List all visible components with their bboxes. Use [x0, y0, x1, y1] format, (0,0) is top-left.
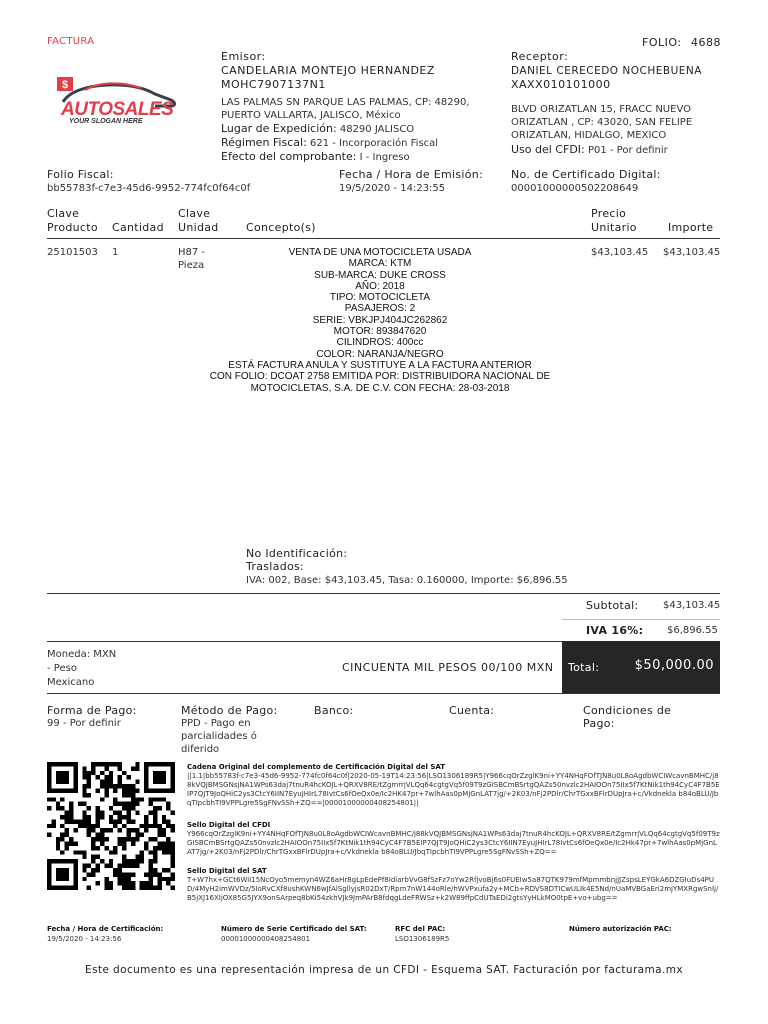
svg-text:$: $	[61, 79, 69, 91]
concepto-line: ESTÁ FACTURA ANULA Y SUSTITUYE A LA FACTURA ANTERIOR	[228, 359, 532, 371]
receptor-address-line2: ORIZATLAN , CP: 43020, SAN FELIPE	[511, 117, 693, 128]
iva-value: $6,896.55	[667, 625, 718, 636]
footer-note: Este documento es una representación impresa de un CFDI - Esquema SAT. Facturación por facturama.mx	[85, 964, 683, 976]
concepto-line: VENTA DE UNA MOTOCICLETA USADA	[288, 247, 472, 258]
qr-code	[47, 762, 175, 890]
col-concepto: Concepto(s)	[246, 221, 316, 234]
metodo-pago-line2: parcialidades ó	[181, 731, 257, 742]
emisor-address-line1: LAS PALMAS SN PARQUE LAS PALMAS, CP: 48290,	[221, 97, 470, 108]
fecha-emision-label: Fecha / Hora de Emisión:	[339, 168, 484, 181]
emisor-label: Emisor:	[221, 50, 266, 63]
metodo-pago-line1: PPD - Pago en	[181, 718, 251, 729]
col-clave-producto-2: Producto	[47, 221, 98, 234]
total-value: $50,000.00	[634, 658, 714, 673]
emisor-efecto	[221, 150, 410, 165]
receptor-uso	[511, 143, 668, 158]
lugar-label: Lugar de Expedición:	[221, 122, 337, 135]
subtotal-row-rule	[562, 619, 720, 620]
concepto-line: AÑO: 2018	[355, 280, 405, 292]
subtotal-label: Subtotal:	[586, 599, 639, 612]
lugar-value: 48290 JALISCO	[339, 124, 415, 135]
concepto-line: SUB-MARCA: DUKE CROSS	[314, 269, 446, 281]
totals-bottom-rule	[47, 693, 720, 694]
certificado-value: 00001000000502208649	[511, 183, 639, 194]
col-cantidad: Cantidad	[112, 221, 164, 234]
moneda-line2: - Peso	[47, 663, 77, 674]
moneda-line1: Moneda: MXN	[47, 649, 117, 660]
condiciones-line2: Pago:	[583, 717, 615, 730]
no-serie-label: Número de Serie Certificado del SAT:	[221, 925, 367, 933]
emisor-name: CANDELARIA MONTEJO HERNANDEZ	[221, 64, 435, 77]
emisor-lugar	[221, 122, 414, 137]
rfc-pac-value: LSO1306189R5	[395, 935, 450, 943]
concepto-line: CILINDROS: 400cc	[336, 337, 424, 349]
receptor-name: DANIEL CERECEDO NOCHEBUENA	[511, 65, 702, 77]
receptor-label: Receptor:	[511, 50, 569, 63]
folio-fiscal-value: bb55783f-c7e3-45d6-9952-774fc0f64c0f	[47, 183, 251, 194]
forma-pago-label: Forma de Pago:	[47, 704, 137, 717]
receptor-address-line1: BLVD ORIZATLAN 15, FRACC NUEVO	[511, 104, 691, 115]
total-en-letra: CINCUENTA MIL PESOS 00/100 MXN	[342, 661, 554, 674]
uso-value: P01 - Por definir	[587, 145, 668, 156]
cadena-original-value: ||1.1|bb55783f-c7e3-45d6-9952-774fc0f64c0f|2020-05-19T14:23:56|LSO1306189R5|Y966cqOrZzglK9ni+YY4NHqFOfTJN8u0L8oAgdbWCIWcavnBMHC/j88kVQJBMSGNsjNA1WPs63daj7tnuR4hcKOJL+QRXV8RE/tZgmrrjVLQq64cgtgVq5f09T9zGISBCmBSrtgQAZs50nvzlc2HAIOOn75IIx5f7KtNik1th94CyC4F7B5EIP7QJT9JoQHiC2ys3CtcY6IIN7EyuJHIrL78IvtCs6fOeQx0e/Ic2HK47pr+7wlhAas0pMjGnLAT7jg/+2K03/nFj2PDlr/ChrTGxxBFlrDUpJra+c/Vkdnekla b84oBLU/JbqTIpcbhTI9VPPLgre5SgFNvSSh+ZQ==|00001000000408254801||	[187, 772, 720, 807]
cadena-original-label: Cadena Original del complemento de Certificación Digital del SAT	[187, 763, 446, 771]
col-precio-1: Precio	[591, 207, 627, 220]
fecha-certificacion-value: 19/5/2020 - 14:23:56	[47, 935, 122, 943]
qr-modules	[47, 762, 175, 890]
total-label: Total:	[568, 661, 600, 674]
emisor-regimen	[221, 136, 438, 151]
metodo-pago-label: Método de Pago:	[181, 704, 278, 717]
concepto-line: MOTOCICLETAS, S.A. DE C.V. CON FECHA: 28-03-2018	[250, 382, 510, 394]
concepto-line: MOTOR: 893847620	[333, 326, 427, 338]
company-logo	[55, 72, 180, 130]
row-cantidad: 1	[112, 247, 119, 258]
row-clave: 25101503	[47, 247, 98, 258]
banco-label: Banco:	[314, 704, 354, 717]
condiciones-line1: Condiciones de	[583, 704, 672, 717]
folio-fiscal-label: Folio Fiscal:	[47, 168, 114, 181]
moneda-line3: Mexicano	[47, 677, 95, 688]
folio-value: 4688	[691, 36, 721, 49]
efecto-label: Efecto del comprobante:	[221, 150, 357, 163]
table-bottom-rule	[47, 593, 720, 594]
iva-label: IVA 16%:	[586, 624, 644, 637]
efecto-value: I - Ingreso	[359, 152, 410, 163]
row-importe: $43,103.45	[663, 247, 721, 258]
table-header-rule	[47, 238, 720, 239]
document-type: FACTURA	[47, 36, 95, 47]
sello-cfdi-value: Y966cqOrZzglK9ni+YY4NHqFOfTJN8u0L8oAgdbWCIWcavnBMHC/j88kVQJBMSGNsjNA1WPs63daj7tnuR4hcKOJL+QRXV8RE/tZgmrrjVLQq64cgtgVq5f09T9zGISBCmBSrtgQAZs50nvzlc2HAIOOn75IIx5f7KtNik1th94CyC4F7B5EIP7QJT9JoQHiC2ys3CtcY6IIN7EyuJHIrL78IvtCs6fOeQx0e/Ic2Hk47pr+7wlhAas0pMjGnLAT7jg/+2K03/nFj2PDlr/ChrTGxxBFlrDUpJra+c/Vkdnekla b84oBLU/JbqTIpcbhTI9VPPLgre5SgFNvSSh+ZQ==	[187, 830, 720, 856]
emisor-address-line2: PUERTO VALLARTA, JALISCO, México	[221, 110, 401, 121]
row-precio: $43,103.45	[591, 247, 649, 258]
col-clave-producto-1: Clave	[47, 207, 80, 220]
row-unidad-2: Pieza	[178, 260, 205, 271]
logo-slogan: YOUR SLOGAN HERE	[69, 118, 143, 125]
fecha-emision-value: 19/5/2020 - 14:23:55	[339, 183, 446, 194]
traslados-label: Traslados:	[246, 560, 305, 573]
uso-label: Uso del CFDI:	[511, 143, 585, 156]
sello-cfdi-label: Sello Digital del CFDI	[187, 821, 271, 829]
regimen-value: 621 - Incorporación Fiscal	[309, 138, 439, 149]
sello-sat-label: Sello Digital del SAT	[187, 867, 267, 875]
fecha-certificacion-label: Fecha / Hora de Certificación:	[47, 925, 164, 933]
sello-sat-value: T+W7hx+GCt6WiI15NcOyo5memyn4WZ6aHr8gLpEdePf8IdiarbVvG8fSzFz7oYw2RfjvoBj6s0FUEIw5a87QTK979mfMpmmbnjJJZspsLEYGkA6DZGIuDs4PUD/4MyH2imWVDz/5IoRvCXf8ushKWN6wJfAlSgllyjsR02DxT/Rpm7nW144oRle/hWVPxufa2y+MCb+RDVS8DTICwULIk4E5Nd/nUaMVBGaEri2mjYMXRgwSnIj/B5jXJ16XIjOX85G5JYX9onSArpeq8bKi54zkhVJk9JmPArB8fdqgLdeFRWSz+k2W89ffpCdUTaEDi2gtsYyHLkMO0tpE+vo+ubg==	[187, 876, 719, 902]
folio-label: FOLIO:	[642, 36, 682, 49]
receptor-rfc: XAXX010101000	[511, 78, 611, 91]
subtotal-value: $43,103.45	[663, 600, 721, 611]
concepto-description	[200, 247, 560, 394]
logo-brand: AUTOSALES	[61, 99, 174, 120]
concepto-line: CON FOLIO: DCOAT 2758 EMITIDA POR: DISTRIBUIDORA NACIONAL DE	[209, 371, 551, 383]
forma-pago-value: 99 - Por definir	[47, 718, 121, 729]
autorizacion-pac-label: Número autorización PAC:	[569, 925, 672, 933]
row-unidad-1: H87 -	[178, 247, 206, 258]
receptor-address-line3: ORIZATLAN, HIDALGO, MEXICO	[511, 130, 667, 141]
concepto-line: MARCA: KTM	[348, 258, 412, 270]
col-clave-unidad-1: Clave	[178, 207, 211, 220]
emisor-rfc: MOHC7907137N1	[221, 78, 326, 91]
concepto-line: TIPO: MOTOCICLETA	[329, 292, 431, 304]
metodo-pago-line3: diferido	[181, 744, 220, 755]
concepto-line: SERIE: VBKJPJ404JC262862	[312, 314, 448, 326]
certificado-label: No. de Certificado Digital:	[511, 168, 661, 181]
rfc-pac-label: RFC del PAC:	[395, 925, 446, 933]
regimen-label: Régimen Fiscal:	[221, 136, 307, 149]
col-clave-unidad-2: Unidad	[178, 221, 219, 234]
concepto-line: PASAJEROS: 2	[344, 303, 416, 315]
concepto-line: COLOR: NARANJA/NEGRO	[316, 348, 444, 360]
col-importe: Importe	[668, 221, 714, 234]
traslados-value: IVA: 002, Base: $43,103.45, Tasa: 0.160000, Importe: $6,896.55	[246, 575, 568, 586]
no-serie-value: 00001000000408254801	[221, 935, 311, 943]
no-identificacion-label: No Identificación:	[246, 547, 348, 560]
total-box	[562, 641, 720, 693]
col-precio-2: Unitario	[591, 221, 637, 234]
cuenta-label: Cuenta:	[449, 704, 495, 717]
